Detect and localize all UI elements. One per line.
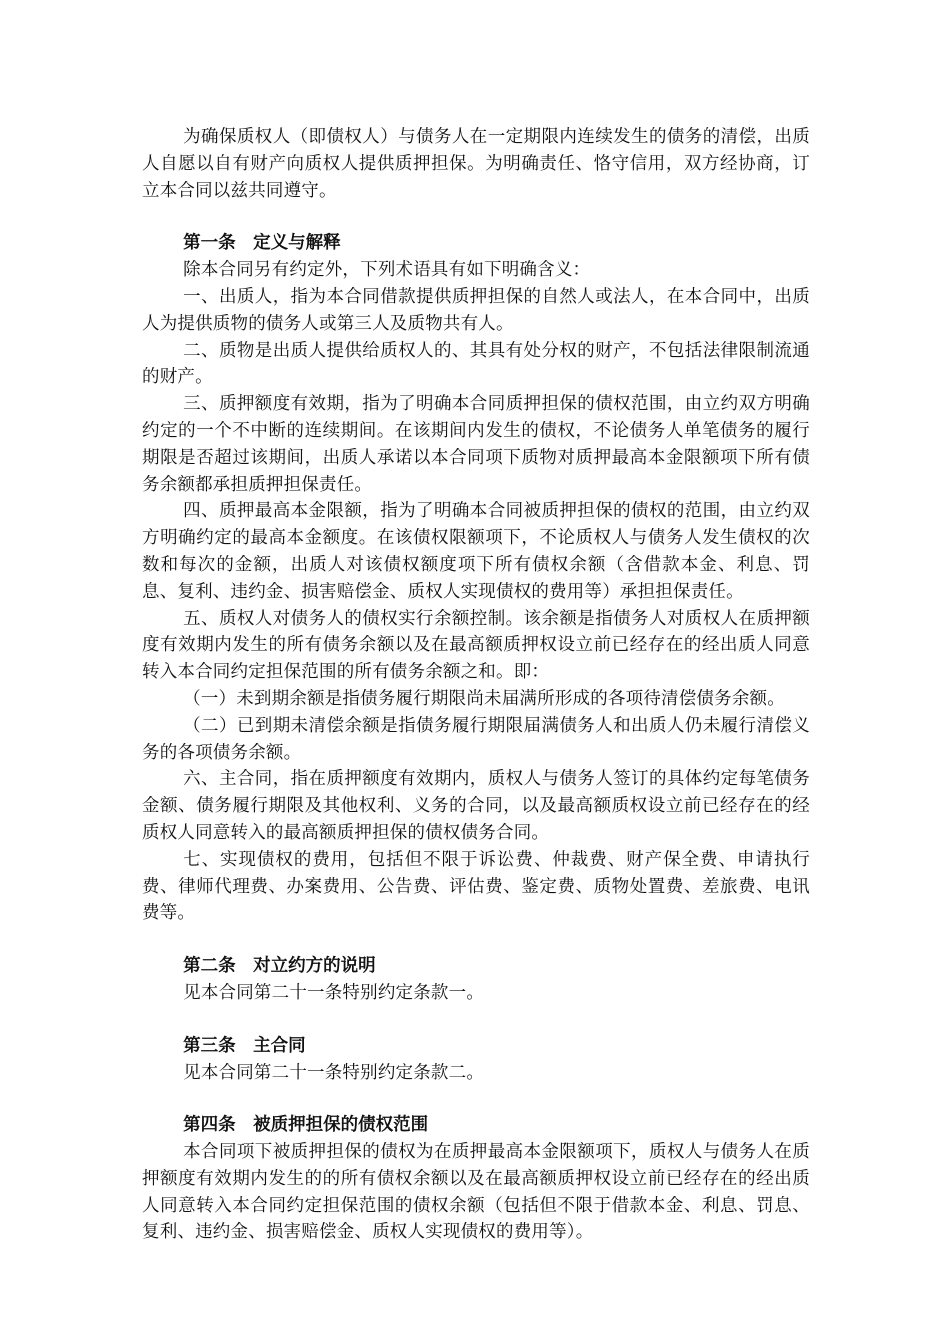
article-paragraph: 三、质押额度有效期，指为了明确本合同质押担保的债权范围，由立约双方明确约定的一个不中断的连续期间。在该期间内发生的债权，不论债务人单笔债务的履行期限是否超过该期间，出质人承诺以本合同项下质物对质押最高本金限额项下所有债务余额都承担质押担保责任。 (142, 394, 810, 495)
article-paragraph: 七、实现债权的费用，包括但不限于诉讼费、仲裁费、财产保全费、申请执行费、律师代理费、办案费用、公告费、评估费、鉴定费、质物处置费、差旅费、电讯费等。 (142, 849, 810, 924)
article-number: 第四条 (183, 1115, 236, 1136)
article-paragraph: 六、主合同，指在质押额度有效期内，质权人与债务人签订的具体约定每笔债务金额、债务履行期限及其他权利、义务的合同，以及最高额质权设立前已经存在的经质权人同意转入的最高额质押担保的债权债务合同。 (142, 769, 810, 843)
article-paragraph: 五、质权人对债务人的债权实行余额控制。该余额是指债务人对质权人在质押额度有效期内发生的所有债务余额以及在最高额质押权设立前已经存在的经出质人同意转入本合同约定担保范围的所有债务余额之和。即： (142, 608, 810, 683)
article-paragraph: （二）已到期未清偿余额是指债务履行期限届满债务人和出质人仍未履行清偿义务的各项债务余额。 (142, 715, 810, 763)
article-number: 第一条 (183, 233, 236, 254)
article-paragraph: 四、质押最高本金限额，指为了明确本合同被质押担保的债权的范围，由立约双方明确约定的最高本金额度。在该债权限额项下，不论质权人与债务人发生债权的次数和每次的金额，出质人对该债权额度项下所有债权余额（含借款本金、利息、罚息、复利、违约金、损害赔偿金、质权人实现债权的费用等）承担担保责任。 (142, 501, 810, 602)
article-4 (142, 1112, 810, 1246)
article-paragraph: 见本合同第二十一条特别约定条款二。 (183, 1062, 485, 1083)
article-1 (142, 230, 810, 927)
document-page (142, 124, 810, 1246)
article-heading (142, 1033, 810, 1060)
intro-paragraph: 为确保质权人（即债权人）与债务人在一定期限内连续发生的债务的清偿，出质人自愿以自有财产向质权人提供质押担保。为明确责任、恪守信用，双方经协商，订立本合同以兹共同遵守。 (142, 127, 810, 201)
article-3 (142, 1033, 810, 1087)
article-title: 定义与解释 (253, 233, 341, 254)
article-number: 第三条 (183, 1035, 236, 1056)
article-number: 第二条 (183, 956, 236, 977)
spacer (142, 1007, 810, 1033)
article-paragraph: 一、出质人，指为本合同借款提供质押担保的自然人或法人，在本合同中，出质人为提供质物的债务人或第三人及质物共有人。 (142, 286, 810, 334)
article-heading (142, 230, 810, 257)
article-title: 主合同 (253, 1035, 306, 1056)
article-paragraph: 本合同项下被质押担保的债权为在质押最高本金限额项下，质权人与债务人在质押额度有效期内发生的的所有债权余额以及在最高额质押权设立前已经存在的经出质人同意转入本合同约定担保范围的债权余额（包括但不限于借款本金、利息、罚息、复利、违约金、损害赔偿金、质权人实现债权的费用等）。 (142, 1142, 810, 1243)
article-2 (142, 953, 810, 1007)
spacer (142, 1086, 810, 1112)
article-paragraph: 见本合同第二十一条特别约定条款一。 (183, 982, 485, 1003)
spacer (142, 204, 810, 230)
article-paragraph: （一）未到期余额是指债务履行期限尚未届满所形成的各项待清偿债务余额。 (183, 688, 785, 709)
article-title: 对立约方的说明 (253, 956, 376, 977)
article-heading (142, 1112, 810, 1139)
spacer (142, 927, 810, 953)
article-title: 被质押担保的债权范围 (253, 1115, 429, 1136)
article-paragraph: 二、质物是出质人提供给质权人的、其具有处分权的财产，不包括法律限制流通的财产。 (142, 340, 810, 388)
article-paragraph: 除本合同另有约定外，下列术语具有如下明确含义： (183, 260, 591, 281)
article-heading (142, 953, 810, 980)
